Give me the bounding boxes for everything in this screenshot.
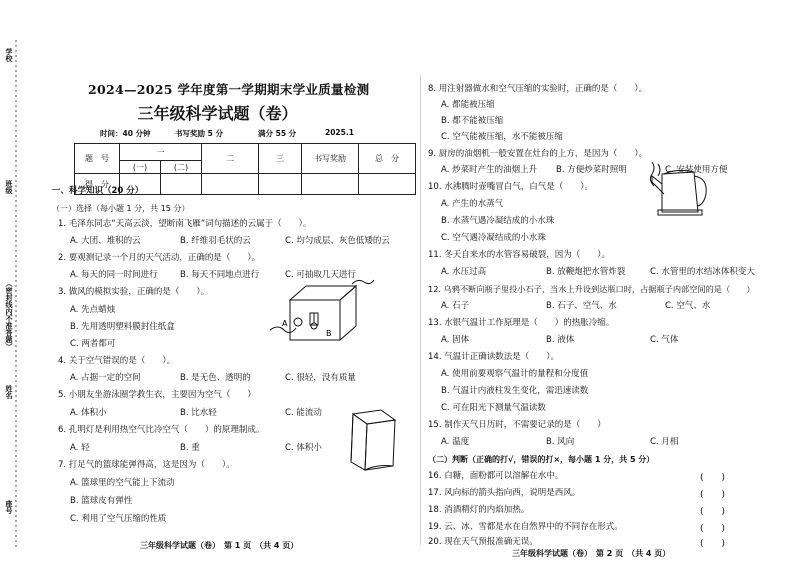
q9-option-a[interactable]: A. 炒菜时产生的油烟上升 [441,165,538,175]
q19-answer-blank[interactable]: ( ) [700,524,726,534]
q2-option-b[interactable]: B. 每天不同地点进行 [180,270,260,280]
score-sub-2: (二) [161,161,202,174]
exam-bonus: 书写奖励 5 分 [175,129,223,138]
q2-option-a[interactable]: A. 每天的同一时间进行 [70,270,158,280]
q7-option-a[interactable]: A. 篮球里的空气能上下流动 [70,478,175,488]
score-row-label: 得 分 [75,174,120,195]
question-15: 15. 制作天气日历时，不需要记录的是（ ） [428,420,606,430]
score-header-label: 题 号 [75,144,120,174]
question-16: 16. 白糖，面粉都可以溶解在水中。 [428,471,564,481]
exam-main-title: 三年级科学试题（卷） [137,104,298,123]
binding-seat: 座号 [5,500,13,514]
question-7: 7. 打足气的篮球能弹得高，这是因为（ ）。 [58,460,235,470]
q3-option-c[interactable]: C. 两者都可 [70,339,116,349]
q6-option-b[interactable]: B. 重 [180,443,200,453]
q9-option-b[interactable]: B. 方便炒菜时照明 [556,165,627,175]
question-11: 11. 冬天自来水的水管容易破裂，因为（ ）。 [428,250,610,260]
question-13: 13. 水银气温计工作原理是（ ）的热胀冷缩。 [428,318,615,328]
q8-option-b[interactable]: B. 都不能被压缩 [441,116,504,126]
exam-header-title: 2024—2025 学年度第一学期期末学业质量检测 [88,82,370,97]
q4-option-b[interactable]: B. 是无色、透明的 [180,373,251,383]
footer-page-2: 三年级科学试题（卷） 第 2 页 （共 4 页） [512,549,671,558]
score-cell[interactable] [359,174,416,195]
q4-option-a[interactable]: A. 占据一定的空间 [70,373,141,383]
q13-option-b[interactable]: B. 液体 [546,335,575,345]
q7-option-c[interactable]: C. 利用了空气压缩的性质 [70,514,167,524]
binding-class: 班级 [5,180,13,194]
q16-answer-blank[interactable]: ( ) [700,473,726,483]
q6-option-c[interactable]: C. 体积小 [285,443,322,453]
question-10: 10. 水沸腾时壶嘴冒白气，白气是（ ）。 [428,182,593,192]
q3-option-a[interactable]: A. 先点蜡烛 [70,305,116,315]
q14-option-a[interactable]: A. 使用前要观察气温计的量程和分度值 [441,369,589,379]
score-header-2: 二 [202,144,259,174]
score-header-3: 三 [259,144,302,174]
question-20: 20. 现在天气预报准确无误。 [428,537,538,547]
exam-date: 2025.1 [325,128,354,137]
q10-option-c[interactable]: C. 空气遇冷凝结成的小水珠 [441,233,546,243]
binding-note: （密封线内不准答题） [5,280,13,350]
q15-option-c[interactable]: C. 月相 [650,437,679,447]
q6-option-a[interactable]: A. 轻 [70,443,90,453]
q17-answer-blank[interactable]: ( ) [700,490,726,500]
part-1-heading: （一）选择（每小题 1 分，共 15 分） [52,204,190,213]
q14-option-c[interactable]: C. 可在阳光下测量气温读数 [441,403,546,413]
q3-option-b[interactable]: B. 先用透明塑料膜封住纸盒 [70,322,175,332]
exam-full-score: 满分 55 分 [258,129,297,138]
figure-label-b: B [326,329,332,338]
kettle-figure [648,160,712,216]
score-cell[interactable] [302,174,359,195]
q12-option-c[interactable]: C. 空气、水 [665,301,711,311]
question-19: 19. 云、冰、雪都是水在自然界中的不同存在形式。 [428,522,623,532]
q11-option-c[interactable]: C. 水管里的水结冰体积变大 [650,267,755,277]
q11-option-b[interactable]: B. 放鞭炮把水管炸裂 [546,267,626,277]
q9-option-c[interactable]: C. 安装使用方便 [665,165,728,175]
question-18: 18. 消酒精灯的内焰加热。 [428,505,530,515]
q1-option-b[interactable]: B. 纤维羽毛状的云 [180,236,251,246]
q1-option-a[interactable]: A. 大团、堆积的云 [70,236,141,246]
question-1: 1. 毛泽东同志“天高云淡，望断南飞雁”词句描述的云属于（ ）。 [58,219,312,229]
q20-answer-blank[interactable]: ( ) [700,539,726,549]
q15-option-b[interactable]: B. 风向 [546,437,575,447]
question-4: 4. 关于空气错误的是（ ）。 [58,356,176,366]
binding-name: 姓名 [5,385,13,399]
part-2-heading: （二）判断（正确的打√，错误的打×，每小题 1 分，共 5 分） [428,455,655,464]
score-sub-1: (一) [120,161,161,174]
score-cell[interactable] [161,174,202,195]
sky-lantern-figure [345,408,401,476]
wind-box-figure [268,278,378,350]
q11-option-a[interactable]: A. 水压过高 [441,267,487,277]
exam-time: 时间：40 分钟 [100,129,151,138]
section-1-heading: 一、科学知识（20 分） [52,186,144,196]
q14-option-b[interactable]: B. 气温计内液柱发生变化，需迅速读数 [441,386,589,396]
question-17: 17. 风向标的箭头指向西，说明是西风。 [428,488,581,498]
q5-option-a[interactable]: A. 体积小 [70,408,107,418]
q5-option-b[interactable]: B. 比水轻 [180,408,217,418]
question-14: 14. 气温计正确读数法是（ ）。 [428,352,559,362]
q4-option-c[interactable]: C. 很轻，没有质量 [285,373,356,383]
q13-option-a[interactable]: A. 固体 [441,335,470,345]
score-header-total: 总 分 [359,144,416,174]
score-cell[interactable] [259,174,302,195]
q12-option-a[interactable]: A. 石子 [441,301,470,311]
question-12: 12. 乌鸦不断向瓶子里投小石子，当水上升设到达瓶口时，占据瓶子内部空间的是（ ） [428,284,755,294]
q12-option-b[interactable]: B. 石子、空气、水 [546,301,617,311]
q8-option-a[interactable]: A. 都能被压缩 [441,100,495,110]
q18-answer-blank[interactable]: ( ) [700,507,726,517]
q15-option-a[interactable]: A. 温度 [441,437,470,447]
question-5: 5. 小朋友坐游泳圈学救生衣，主要因为空气（ ） [58,390,256,400]
footer-page-1: 三年级科学试题（卷） 第 1 页 （共 4 页） [140,541,299,550]
q2-option-c[interactable]: C. 可抽取几天进行 [285,270,356,280]
score-header-bonus: 书写奖励 [302,144,359,174]
q8-option-c[interactable]: C. 空气能被压缩，水不能被压缩 [441,132,563,142]
q7-option-b[interactable]: B. 篮球皮有弹性 [70,496,133,506]
score-cell[interactable] [202,174,259,195]
binding-school: 学校 [5,48,13,62]
question-9: 9. 厨房的油烟机一般安置在灶台的上方，是因为（ ）。 [428,149,648,159]
question-3: 3. 做风的模拟实验，正确的是（ ）。 [58,287,210,297]
q13-option-c[interactable]: C. 气体 [650,335,679,345]
q10-option-a[interactable]: A. 产生的水蒸气 [441,199,504,209]
q10-option-b[interactable]: B. 水蒸气遇冷凝结成的小水珠 [441,216,555,226]
q5-option-c[interactable]: C. 能流动 [285,408,322,418]
question-2: 2. 要观测记录一个月的天气活动，正确的是（ ）。 [58,253,261,263]
question-8: 8. 用注射器做水和空气压缩的实验时，正确的是（ ）。 [428,84,648,94]
page-divider [420,75,421,545]
q1-option-c[interactable]: C. 均匀成层、灰色低矮的云 [285,236,390,246]
score-header-1: 一 [120,144,202,161]
figure-label-a: A [282,319,288,328]
question-6: 6. 孔明灯是利用热空气比冷空气（ ）的原理制成。 [58,425,265,435]
